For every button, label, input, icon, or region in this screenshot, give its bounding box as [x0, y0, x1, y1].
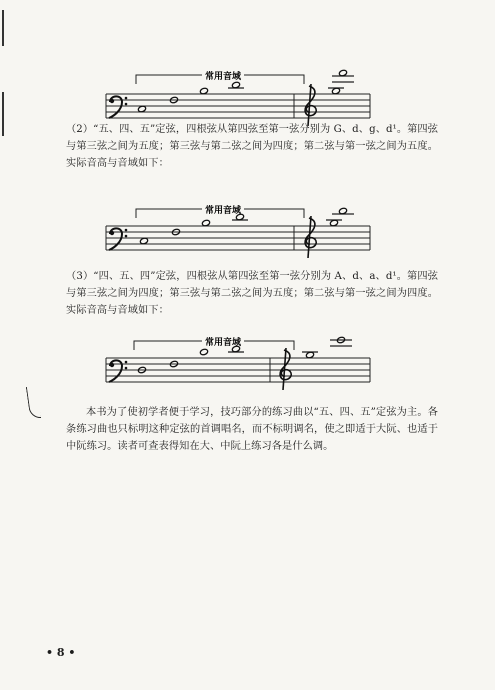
- page-number: • 8 •: [46, 646, 76, 659]
- paragraph-practice-note: 本书为了使初学者便于学习，技巧部分的练习曲以“五、四、五”定弦为主。各条练习曲也只标明这种定弦的首调唱名，而不标明调名，使之即适于大阮、也适于中阮练习。读者可查表得知在大、中阮上练习各是什么调。: [66, 407, 438, 452]
- treble-clef-icon: [305, 216, 316, 258]
- note-heads: [138, 345, 244, 373]
- note-heads: [140, 213, 248, 244]
- paragraph-tuning-4-5-4: （3）“四、五、四”定弦，四根弦从第四弦至第一弦分别为 A、d、a、d¹。第四弦与第三弦之间为四度；第三弦与第二弦之间为五度；第二弦与第一弦之间为四度。实际音高与音域如下：: [66, 271, 438, 316]
- note-heads: [138, 81, 244, 112]
- range-label: 常用音域: [204, 338, 242, 348]
- staff-lines: [106, 94, 370, 118]
- treble-clef-icon: [305, 84, 316, 126]
- scan-edge-line: [2, 92, 4, 136]
- note-head: [200, 348, 209, 355]
- note-heads: [302, 336, 352, 358]
- note-heads: [326, 207, 354, 226]
- note-heads: [328, 69, 354, 94]
- treble-clef-icon: [280, 348, 291, 390]
- paragraph-tuning-5-4-5: （2）“五、四、五”定弦，四根弦从第四弦至第一弦分别为 G、d、g、d¹。第四弦与第三弦之间为五度；第三弦与第二弦之间为四度；第二弦与第一弦之间为五度。实际音高与音域如下：: [66, 124, 438, 169]
- scan-edge-line: [2, 10, 4, 46]
- staff-example-3: [104, 328, 374, 398]
- staff-example-2: [104, 196, 374, 266]
- handwritten-bracket-mark: [26, 387, 41, 418]
- range-label: 常用音域: [204, 206, 242, 216]
- range-label: 常用音域: [204, 72, 242, 82]
